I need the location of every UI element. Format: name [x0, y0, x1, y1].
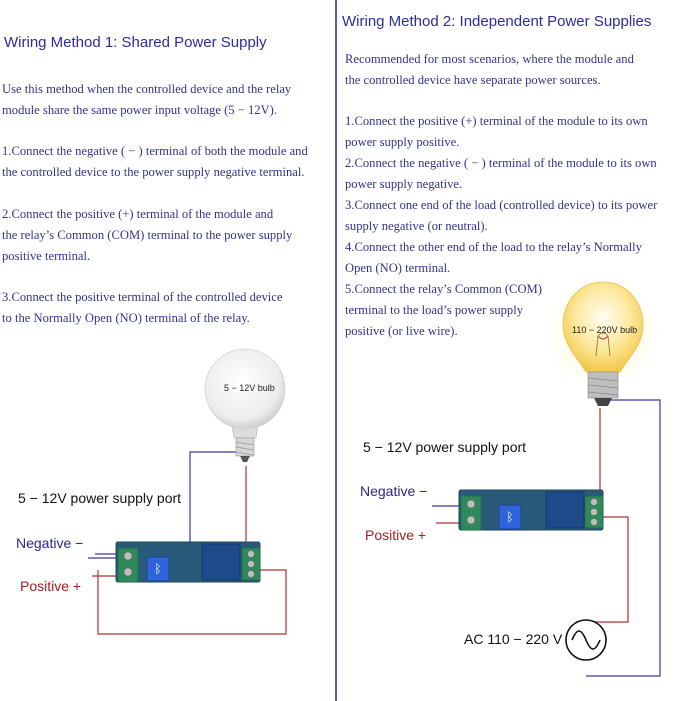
method2-port-label: 5 − 12V power supply port — [363, 439, 527, 455]
method1-step1: 1.Connect the negative ( − ) terminal of both the module and the controlled device to the power supply negative terminal. — [2, 144, 308, 179]
method2-relay-module — [459, 490, 603, 530]
ac-source-icon — [566, 620, 606, 660]
method1-load-wire — [246, 466, 252, 548]
method1-positive-label: Positive + — [20, 578, 82, 594]
led-bulb-icon — [205, 349, 285, 462]
method2-title: Wiring Method 2: Independent Power Supplies — [342, 13, 652, 30]
bluetooth-icon: ᛒ — [154, 562, 162, 576]
method2-diagram — [432, 276, 661, 676]
method1-step2: 2.Connect the positive (+) terminal of the module and the relay’s Common (COM) terminal to the power supply positive terminal. — [2, 207, 293, 263]
bluetooth-icon: ᛒ — [506, 510, 514, 524]
method2-intro: Recommended for most scenarios, where the module and the controlled device have separate power sources. — [345, 52, 634, 87]
method2-load-wire — [597, 408, 600, 496]
method2-ac-label: AC 110 − 220 V — [464, 631, 563, 647]
method1-relay-module — [116, 542, 260, 582]
method1-port-label: 5 − 12V power supply port — [18, 490, 182, 506]
method2-bulb-label: 110 − 220V bulb — [572, 325, 638, 335]
method1-title: Wiring Method 1: Shared Power Supply — [4, 34, 267, 51]
method2-live-wire — [586, 517, 628, 636]
method1-intro: Use this method when the controlled device and the relay module share the same power input voltage (5 − 12V). — [2, 82, 292, 117]
method1-step3: 3.Connect the positive terminal of the controlled device to the Normally Open (NO) terminal of the relay. — [2, 290, 283, 325]
method2-steps: 1.Connect the positive (+) terminal of the module to its own power supply positive. 2.Connect the negative ( − ) terminal of the module to its own power supply negative. 3.Connect one end of the load (controlled device) to its power supply negative (or neutral). 4.Connect the other end of the load to the relay’s Normally Open (NO) terminal. 5.Connect the relay’s Common (COM) terminal to the load’s power supply positive (or live wire). — [345, 114, 658, 338]
method1-bulb-label: 5 − 12V bulb — [224, 383, 275, 393]
method2-negative-label: Negative − — [360, 483, 428, 499]
incandescent-bulb-icon — [545, 276, 661, 406]
method1-negative-label: Negative − — [16, 535, 84, 551]
method2-positive-label: Positive + — [365, 527, 427, 543]
